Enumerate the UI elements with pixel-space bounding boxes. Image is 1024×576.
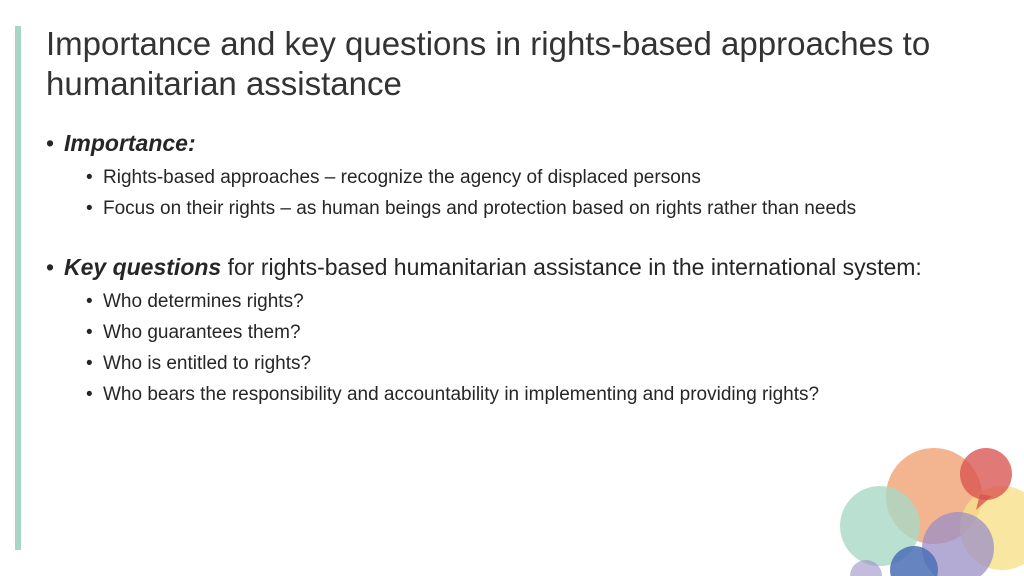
list-item-text: Who determines rights? [103,291,304,312]
bullet-key-questions [46,252,986,282]
list-item-text: Who bears the responsibility and accountability in implementing and providing rights? [103,384,820,405]
bullet-icon: • [86,291,93,312]
bullet-importance [46,128,986,158]
list-item [86,162,986,193]
accent-bar [15,26,21,550]
bullet-icon: • [46,130,55,156]
list-item [86,193,986,224]
bullet-icon: • [86,322,93,343]
bullet-icon: • [86,167,93,188]
bullet-icon: • [86,353,93,374]
key-questions-text: for rights-based humanitarian assistance in the international system: [221,254,922,280]
bullet-icon: • [86,198,93,219]
list-item-text: Rights-based approaches – recognize the agency of displaced persons [103,167,701,188]
key-questions-list [46,286,986,410]
slide-title: Importance and key questions in rights-based approaches to humanitarian assistance [46,25,931,102]
importance-heading: Importance: [64,130,196,156]
bullet-icon: • [86,384,93,405]
list-item-text: Focus on their rights – as human beings and protection based on rights rather than needs [103,198,857,219]
bubble-red-shape [960,448,1012,500]
bullet-icon: • [46,254,55,280]
list-item [86,379,986,410]
list-item [86,286,986,317]
list-item [86,317,986,348]
list-item-text: Who is entitled to rights? [103,353,312,374]
spacer [46,224,986,252]
key-questions-heading: Key questions [64,254,222,280]
decorative-speech-bubbles [830,440,1024,576]
importance-list [46,162,986,224]
list-item [86,348,986,379]
list-item-text: Who guarantees them? [103,322,301,343]
slide-content [46,128,986,410]
